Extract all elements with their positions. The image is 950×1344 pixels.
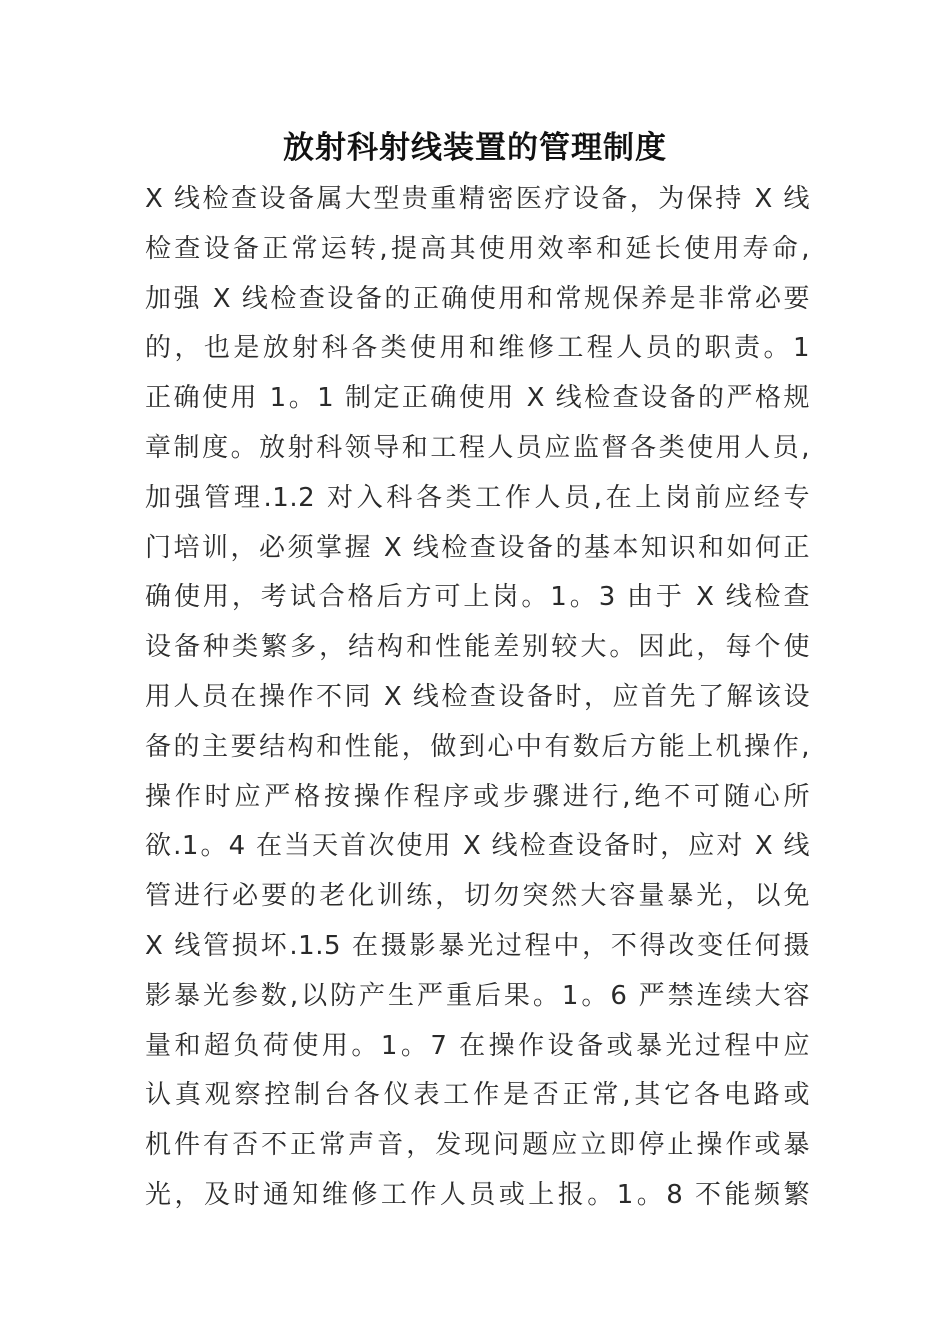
body-line: 的，也是放射科各类使用和维修工程人员的职责。1 bbox=[145, 333, 810, 364]
body-line: 用人员在操作不同 X 线检查设备时，应首先了解该设 bbox=[145, 681, 810, 712]
body-line: 操作时应严格按操作程序或步骤进行,绝不可随心所 bbox=[145, 781, 810, 812]
body-line: X 线管损坏.1.5 在摄影暴光过程中，不得改变任何摄 bbox=[145, 930, 810, 961]
body-line: 备的主要结构和性能，做到心中有数后方能上机操作, bbox=[145, 731, 810, 762]
body-line: 加强管理.1.2 对入科各类工作人员,在上岗前应经专 bbox=[145, 482, 810, 513]
body-line: 章制度。放射科领导和工程人员应监督各类使用人员, bbox=[145, 432, 810, 463]
document-title: 放射科射线装置的管理制度 bbox=[283, 130, 667, 166]
body-line: 认真观察控制台各仪表工作是否正常,其它各电路或 bbox=[145, 1080, 810, 1111]
body-line: 量和超负荷使用。1。7 在操作设备或暴光过程中应 bbox=[145, 1030, 810, 1061]
body-line: 欲.1。4 在当天首次使用 X 线检查设备时，应对 X 线 bbox=[145, 831, 810, 862]
document-body bbox=[145, 175, 810, 1221]
body-line: 影暴光参数,以防产生严重后果。1。6 严禁连续大容 bbox=[145, 980, 810, 1011]
body-line: 管进行必要的老化训练，切勿突然大容量暴光，以免 bbox=[145, 881, 810, 912]
body-line: 检查设备正常运转,提高其使用效率和延长使用寿命, bbox=[145, 233, 810, 264]
body-line: 机件有否不正常声音，发现问题应立即停止操作或暴 bbox=[145, 1130, 810, 1161]
body-line: X 线检查设备属大型贵重精密医疗设备，为保持 X 线 bbox=[145, 184, 810, 214]
body-line: 设备种类繁多，结构和性能差别较大。因此，每个使 bbox=[145, 632, 810, 663]
body-line: 加强 X 线检查设备的正确使用和常规保养是非常必要 bbox=[145, 283, 810, 314]
body-line: 门培训，必须掌握 X 线检查设备的基本知识和如何正 bbox=[145, 532, 810, 563]
body-line: 正确使用 1。1 制定正确使用 X 线检查设备的严格规 bbox=[145, 383, 810, 414]
body-line: 光，及时通知维修工作人员或上报。1。8 不能频繁 bbox=[145, 1179, 810, 1210]
body-line: 确使用，考试合格后方可上岗。1。3 由于 X 线检查 bbox=[145, 582, 810, 613]
